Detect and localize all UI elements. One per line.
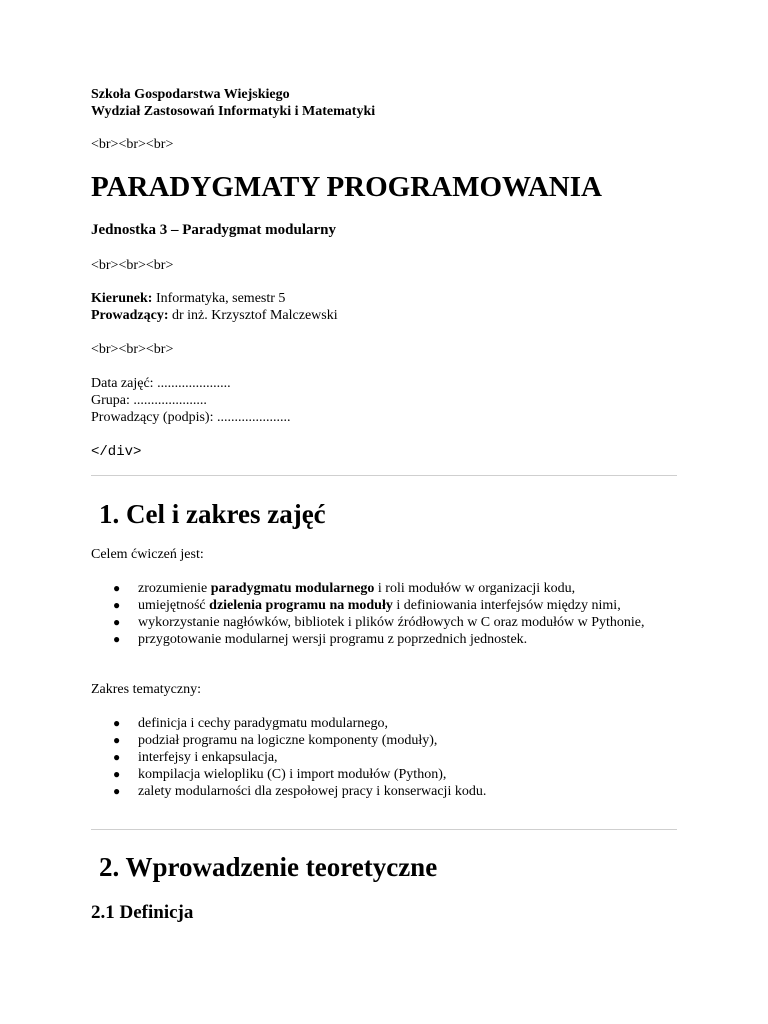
list-item: ● umiejętność dzielenia programu na moduły i definiowania interfejsów między nimi,: [113, 598, 621, 613]
instructor-label: Prowadzący:: [91, 308, 169, 323]
field-of-study-value: Informatyka, semestr 5: [152, 291, 286, 306]
class-date-field: Data zajęć: .....................: [91, 376, 231, 391]
divider: [91, 475, 677, 476]
bullet-icon: ●: [113, 716, 121, 730]
bullet-icon: ●: [113, 598, 121, 612]
list-item: ● definicja i cechy paradygmatu modularnego,: [113, 716, 388, 731]
list-item: ● zrozumienie paradygmatu modularnego i roli modułów w organizacji kodu,: [113, 581, 576, 596]
signature-field: Prowadzący (podpis): .....................: [91, 410, 291, 425]
bullet-icon: ●: [113, 784, 121, 798]
goals-intro: Celem ćwiczeń jest:: [91, 547, 204, 562]
scope-intro: Zakres tematyczny:: [91, 682, 202, 697]
faculty-name: Wydział Zastosowań Informatyki i Matematyki: [91, 104, 376, 119]
list-item: ● przygotowanie modularnej wersji programu z poprzednich jednostek.: [113, 632, 528, 647]
group-field: Grupa: .....................: [91, 393, 207, 408]
bullet-icon: ●: [113, 581, 121, 595]
literal-closing-tag: </div>: [91, 444, 142, 460]
list-item: ● wykorzystanie nagłówków, bibliotek i plików źródłowych w C oraz modułów w Pythonie,: [113, 615, 645, 630]
instructor-value: dr inż. Krzysztof Malczewski: [168, 308, 338, 323]
bullet-icon: ●: [113, 767, 121, 781]
field-of-study: [91, 290, 285, 307]
list-item: ● kompilacja wielopliku (C) i import modułów (Python),: [113, 767, 447, 782]
literal-br-text: <br><br><br>: [91, 137, 174, 152]
goals-list: [91, 580, 677, 648]
literal-br-text: <br><br><br>: [91, 258, 174, 273]
document-subtitle: Jednostka 3 – Paradygmat modularny: [91, 222, 337, 238]
scope-list: [91, 715, 677, 800]
bullet-icon: ●: [113, 750, 121, 764]
field-of-study-label: Kierunek:: [91, 291, 153, 306]
subsection-heading: 2.1 Definicja: [91, 902, 194, 923]
list-item: ● podział programu na logiczne komponenty (moduły),: [113, 733, 438, 748]
institution-name: Szkoła Gospodarstwa Wiejskiego: [91, 87, 290, 102]
literal-br-text: <br><br><br>: [91, 342, 174, 357]
instructor: [91, 307, 338, 324]
document-title: PARADYGMATY PROGRAMOWANIA: [91, 171, 602, 203]
divider: [91, 829, 677, 830]
bullet-icon: ●: [113, 733, 121, 747]
bullet-icon: ●: [113, 615, 121, 629]
bullet-icon: ●: [113, 632, 121, 646]
list-item: ● zalety modularności dla zespołowej pracy i konserwacji kodu.: [113, 784, 487, 799]
list-item: ● interfejsy i enkapsulacja,: [113, 750, 278, 765]
section-heading: 2. Wprowadzenie teoretyczne: [99, 852, 438, 882]
section-heading: 1. Cel i zakres zajęć: [99, 499, 326, 529]
